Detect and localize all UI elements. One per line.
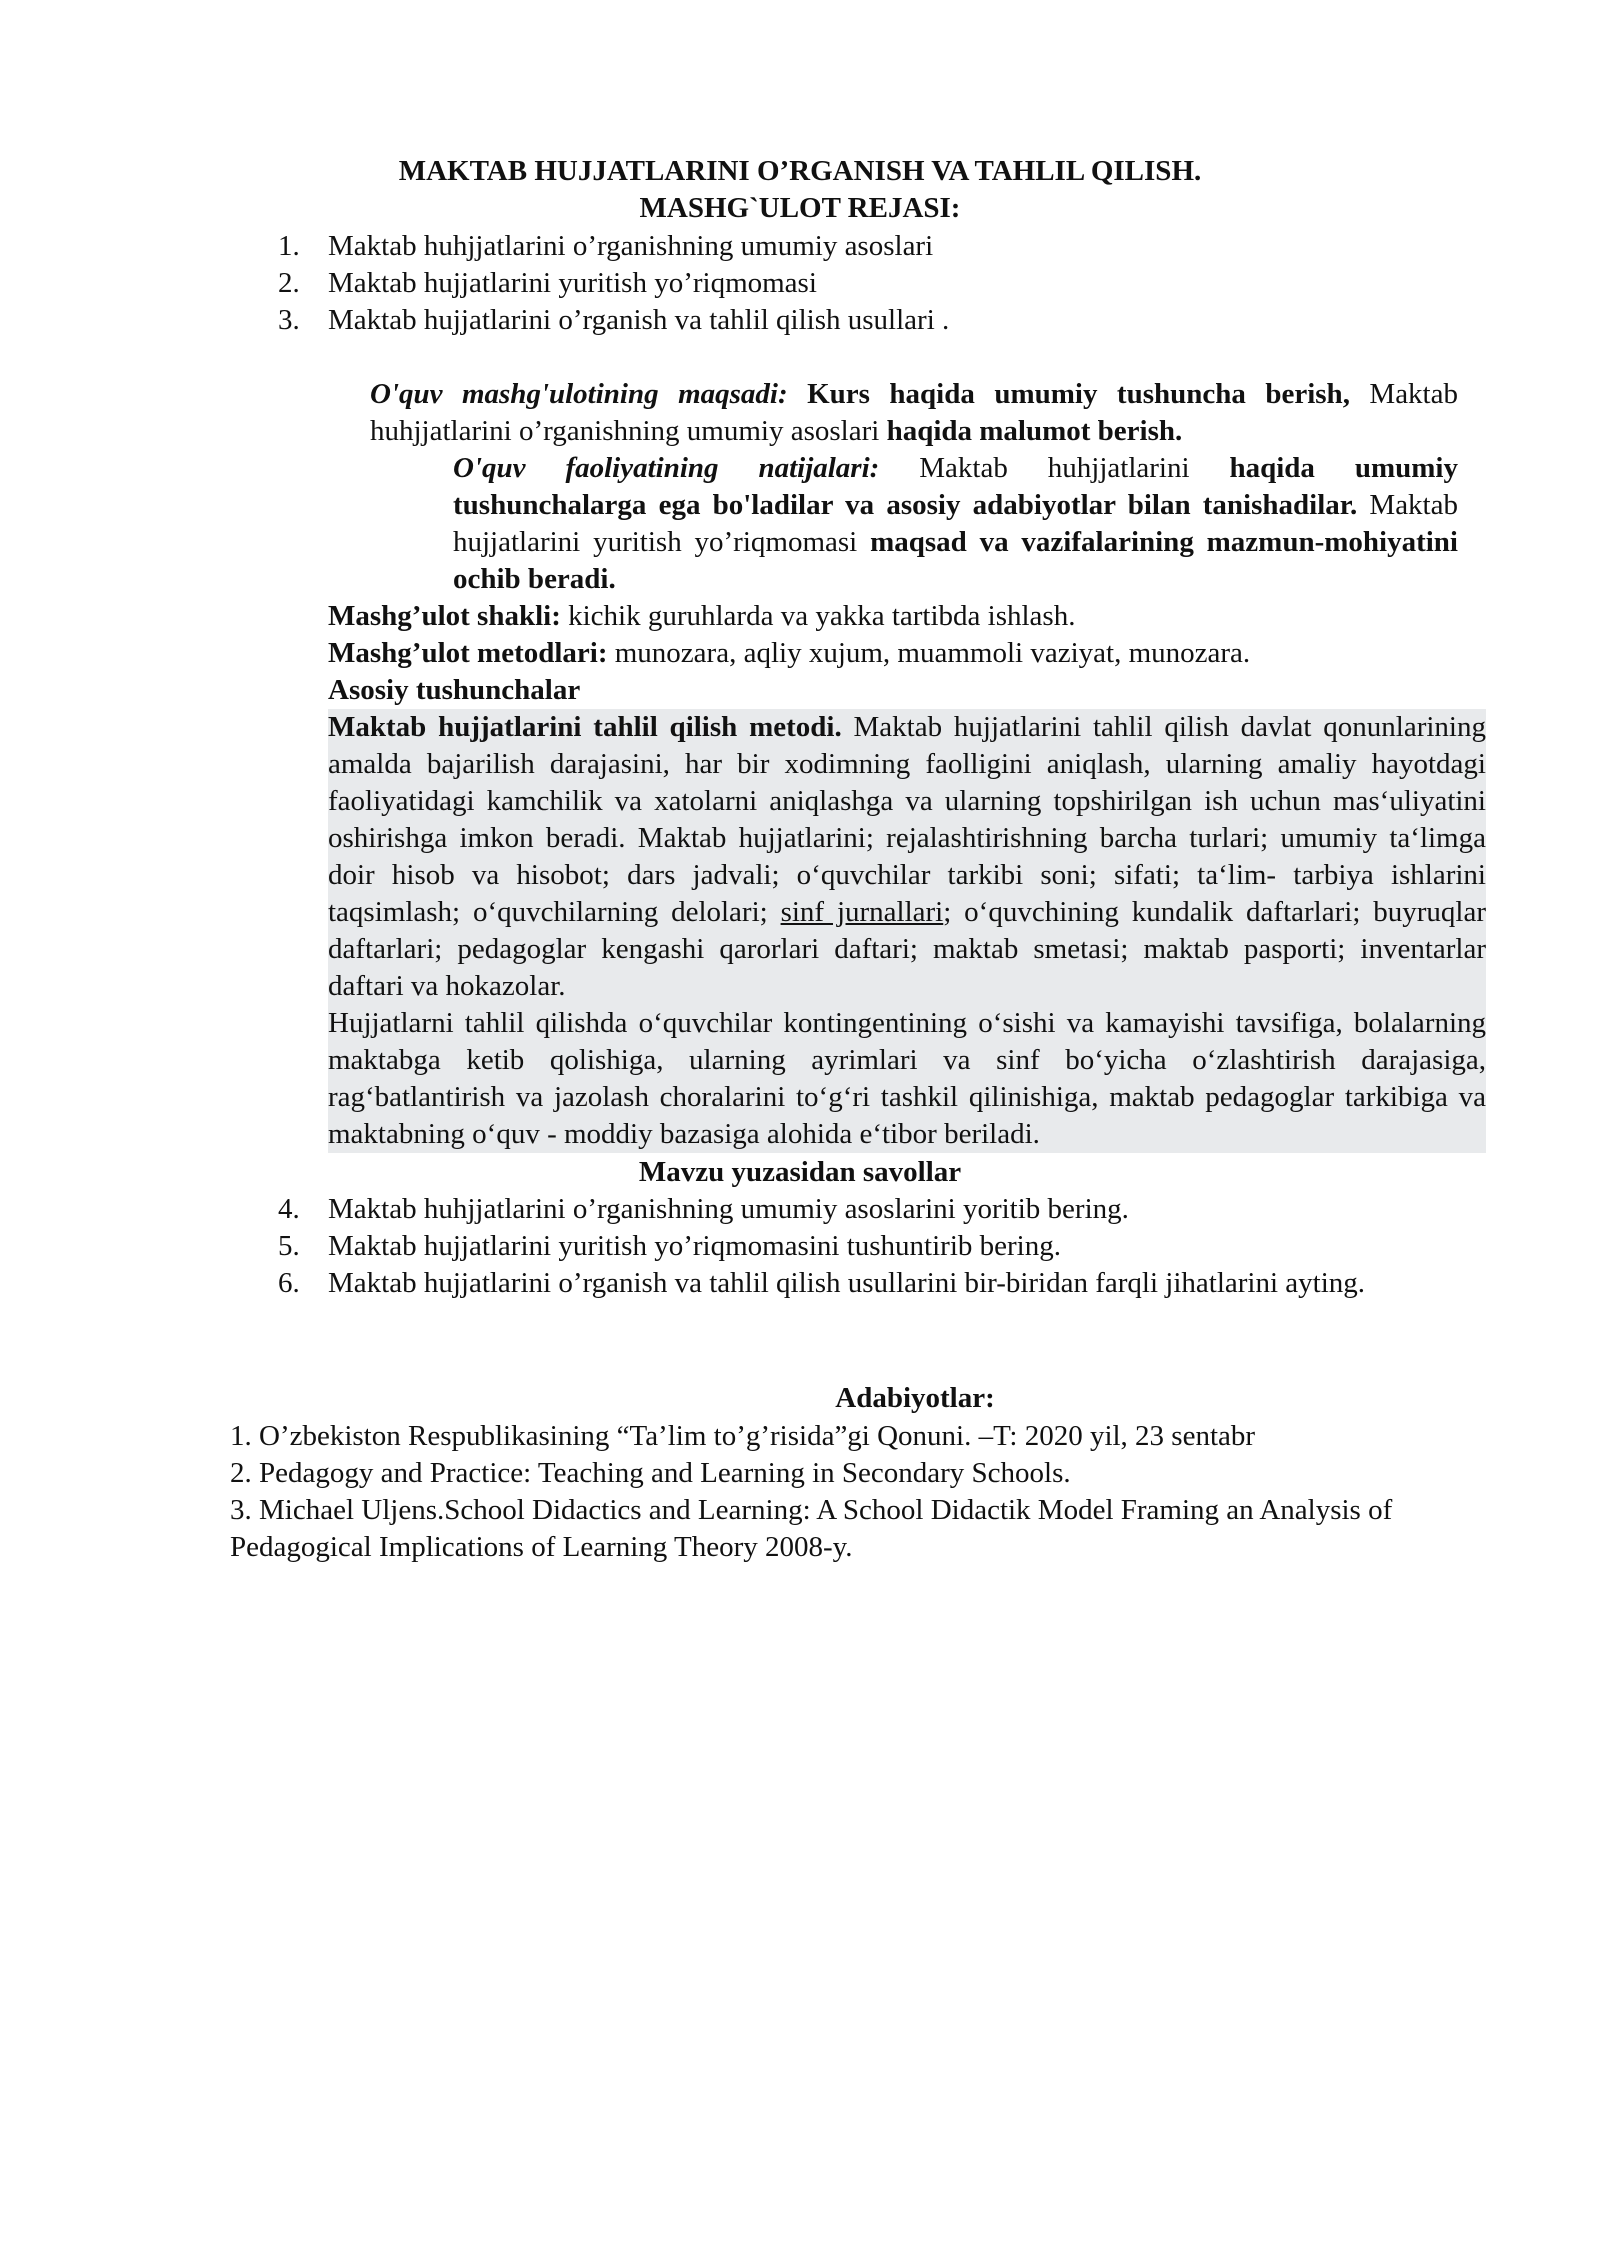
item-text: Maktab hujjatlarini o’rganish va tahlil qilish usullarini bir-biridan farqli jihatlarini ayting. xyxy=(328,1267,1366,1299)
list-item xyxy=(270,265,1470,302)
underlined-term: sinf jurnallari xyxy=(780,896,944,928)
results-bold-2: maqsad va vazifalarining mazmun-mohiyatini ochib beradi. xyxy=(453,526,1458,595)
form-label: Mashg’ulot shakli: xyxy=(328,600,561,632)
item-number: 5. xyxy=(278,1230,300,1262)
goal-label: O'quv mashg'ulotining maqsadi: xyxy=(370,378,788,410)
methods-text: munozara, aqliy xujum, muammoli vaziyat, munozara. xyxy=(607,637,1251,669)
item-number: 6. xyxy=(278,1267,300,1299)
item-text: Maktab hujjatlarini o’rganish va tahlil qilish usullari . xyxy=(328,304,950,336)
list-item xyxy=(270,1191,1458,1228)
list-item xyxy=(270,302,1470,339)
goal-text-1: Maktab huhjjatlarini o’rganishning umumiy asoslari xyxy=(370,378,1458,447)
reference-item: 3. Michael Uljens.School Didactics and Learning: A School Didactik Model Framing an Analysis of Pedagogical Implications of Learning Theory 2008-y. xyxy=(230,1494,1393,1563)
item-number: 1. xyxy=(278,230,300,262)
reference-item: 2. Pedagogy and Practice: Teaching and Learning in Secondary Schools. xyxy=(230,1457,1071,1489)
questions-heading: Mavzu yuzasidan savollar xyxy=(638,1156,962,1188)
results-bold-1: haqida umumiy tushunchalarga ega bo'ladilar va asosiy adabiyotlar bilan tanishadilar. xyxy=(453,452,1458,521)
methods-paragraph xyxy=(328,635,1458,672)
item-number: 2. xyxy=(278,267,300,299)
results-label: O'quv faoliyatining natijalari: xyxy=(453,452,880,484)
document-title: MAKTAB HUJJATLARINI O’RGANISH VA TAHLIL QILISH. xyxy=(398,155,1202,187)
results-paragraph xyxy=(328,450,1458,598)
concepts-paragraph-1 xyxy=(328,709,1486,1005)
item-text: Maktab hujjatlarini yuritish yo’riqmomasi xyxy=(328,267,817,299)
goal-paragraph xyxy=(328,376,1458,450)
methods-label: Mashg’ulot metodlari: xyxy=(328,637,608,669)
questions-list xyxy=(270,1191,1458,1302)
list-item xyxy=(270,1265,1458,1302)
lesson-info xyxy=(328,376,1458,709)
goal-bold-1: Kurs haqida umumiy tushuncha berish, xyxy=(787,378,1350,410)
plan-heading: MASHG`ULOT REJASI: xyxy=(639,192,961,224)
reference-item: 1. O’zbekiston Respublikasining “Ta’lim to’g’risida”gi Qonuni. –T: 2020 yil, 23 sentabr xyxy=(230,1420,1256,1452)
item-number: 4. xyxy=(278,1193,300,1225)
item-number: 3. xyxy=(278,304,300,336)
form-paragraph xyxy=(328,598,1458,635)
concepts-text-a: Maktab hujjatlarini tahlil qilish davlat qonunlarining amalda bajarilish darajasini, har bir xodimning faolligini aniqlash, ularning amaliy hayotdagi faoliyatidagi kamchilik va xatolarni aniqlashga va ularning topshirilgan ish uchun mas‘uliyatini oshirishga imkon beradi. Maktab hujjatlarini; rejalashtirishning barcha turlari; umumiy ta‘limga doir hisob va hisobot; dars jadvali; o‘quvchilar tarkibi soni; sifati; ta‘lim- tarbiya ishlarini taqsimlash; o‘quvchilarning delolari; xyxy=(328,711,1486,928)
concepts-heading: Asosiy tushunchalar xyxy=(328,674,581,706)
references-heading: Adabiyotlar: xyxy=(835,1382,995,1414)
list-item xyxy=(270,228,1470,265)
references-list xyxy=(230,1418,1488,1566)
list-item xyxy=(270,1228,1458,1265)
item-text: Maktab huhjjatlarini o’rganishning umumiy asoslari xyxy=(328,230,934,262)
plan-list xyxy=(270,228,1470,339)
goal-bold-2: haqida malumot berish. xyxy=(886,415,1183,447)
concepts-term: Maktab hujjatlarini tahlil qilish metodi. xyxy=(328,711,842,743)
form-text: kichik guruhlarda va yakka tartibda ishlash. xyxy=(560,600,1076,632)
concepts-shaded-block xyxy=(328,709,1486,1153)
concepts-paragraph-2: Hujjatlarni tahlil qilishda o‘quvchilar kontingentining o‘sishi va kamayishi tavsifiga, bolalarning maktabga ketib qolishiga, ularning ayrimlari va sinf bo‘yicha o‘zlashtirish darajasiga, rag‘batlantirish va jazolash choralarini to‘g‘ri tashkil qilinishiga, maktab pedagoglar tarkibiga va maktabning o‘quv - moddiy bazasiga alohida e‘tibor beriladi. xyxy=(328,1007,1486,1150)
results-text-2: Maktab hujjatlarini yuritish yo’riqmomasi xyxy=(453,489,1458,558)
item-text: Maktab huhjjatlarini o’rganishning umumiy asoslarini yoritib bering. xyxy=(328,1193,1129,1225)
item-text: Maktab hujjatlarini yuritish yo’riqmomasini tushuntirib bering. xyxy=(328,1230,1061,1262)
concepts-text-b: ; o‘quvchining kundalik daftarlari; buyruqlar daftarlari; pedagoglar kengashi qarorlari daftari; maktab smetasi; maktab pasporti; inventarlar daftari va hokazolar. xyxy=(328,896,1486,1002)
results-text-1: Maktab huhjjatlarini xyxy=(879,452,1230,484)
